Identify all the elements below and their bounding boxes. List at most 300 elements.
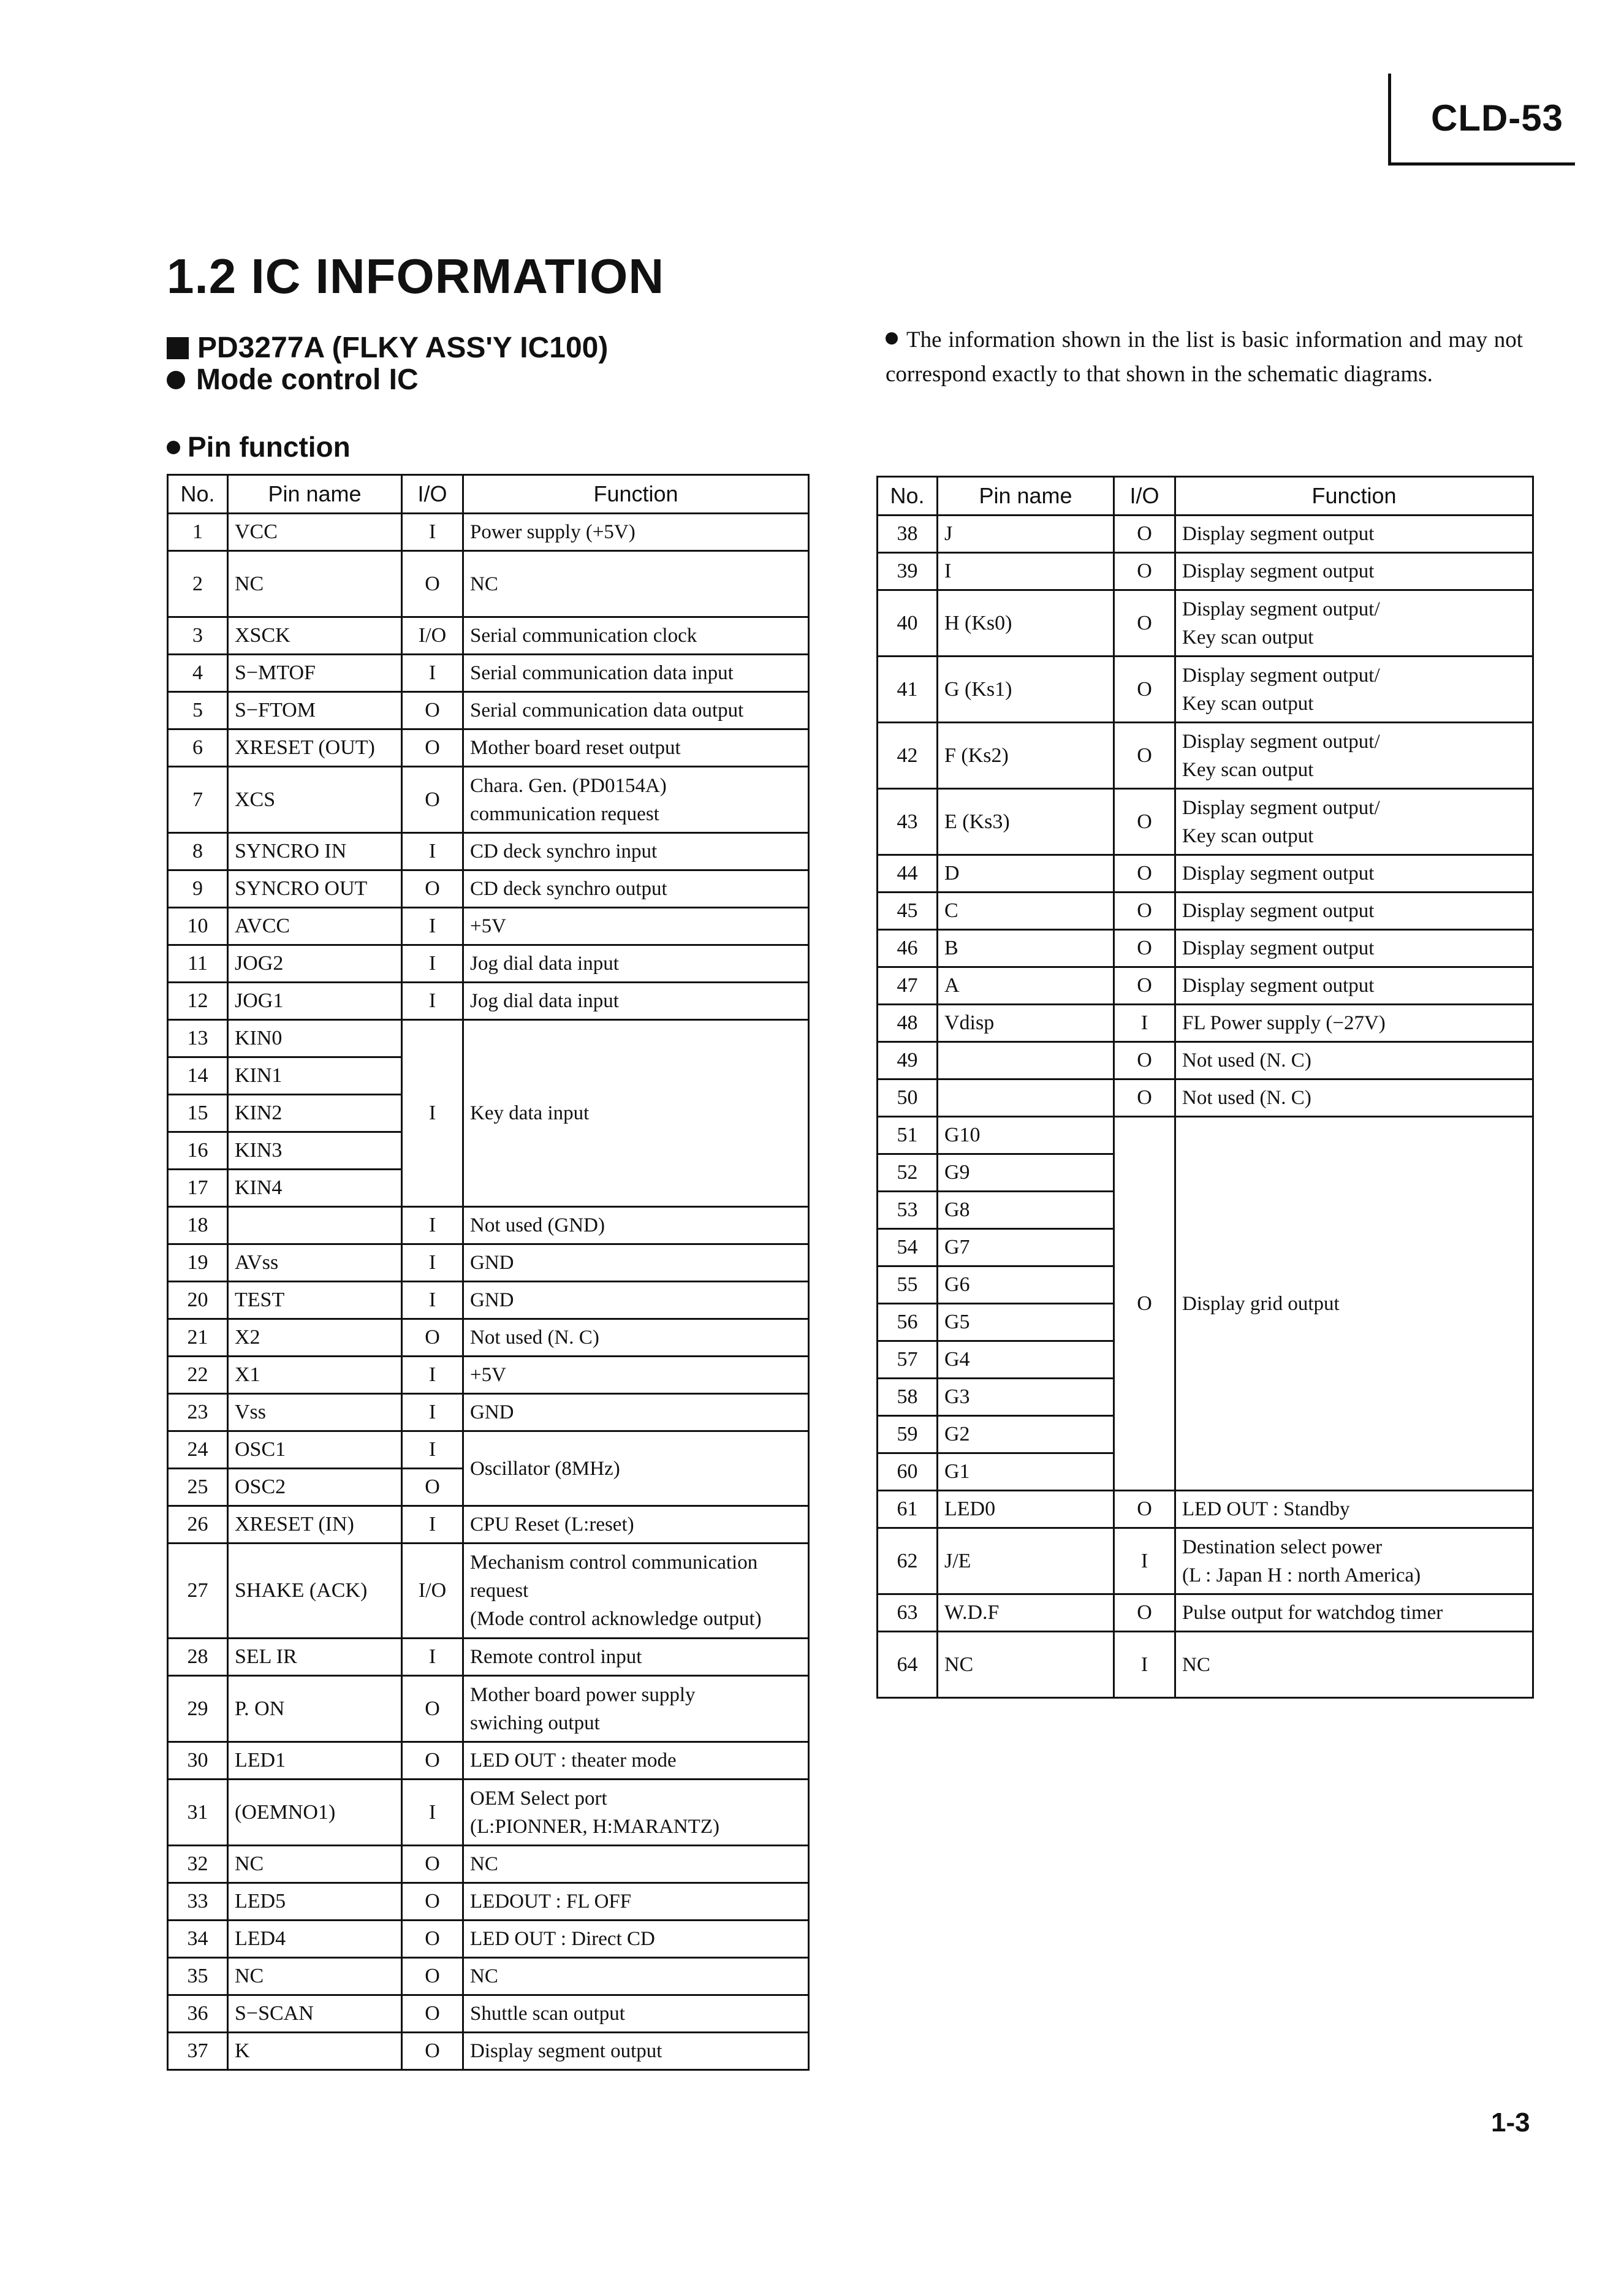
pin-function: CD deck synchro output xyxy=(463,870,809,908)
pin-name: SHAKE (ACK) xyxy=(228,1544,402,1639)
col-header-function: Function xyxy=(1175,477,1533,516)
pin-number: 5 xyxy=(168,692,228,729)
pin-io: O xyxy=(1114,1117,1175,1491)
pin-number: 18 xyxy=(168,1207,228,1244)
pin-number: 56 xyxy=(878,1304,938,1341)
table-row xyxy=(878,789,1533,855)
pin-function: LED OUT : theater mode xyxy=(463,1742,809,1780)
table-row xyxy=(168,1506,809,1544)
pin-number: 53 xyxy=(878,1192,938,1229)
table-row xyxy=(878,516,1533,553)
pin-name: KIN2 xyxy=(228,1095,402,1132)
pin-function: Oscillator (8MHz) xyxy=(463,1431,809,1506)
pin-function: Display segment output xyxy=(1175,893,1533,930)
pin-io: O xyxy=(402,1921,463,1958)
pin-name: LED0 xyxy=(938,1491,1114,1528)
pin-number: 16 xyxy=(168,1132,228,1170)
pin-function: CD deck synchro input xyxy=(463,833,809,870)
pin-io: O xyxy=(1114,789,1175,855)
pin-io: I xyxy=(1114,1632,1175,1698)
pin-function: +5V xyxy=(463,1357,809,1394)
pin-function: LEDOUT : FL OFF xyxy=(463,1883,809,1921)
pin-number: 61 xyxy=(878,1491,938,1528)
pin-number: 8 xyxy=(168,833,228,870)
pin-function-heading xyxy=(167,430,351,463)
pin-number: 1 xyxy=(168,514,228,551)
pin-name: KIN0 xyxy=(228,1020,402,1057)
pin-number: 49 xyxy=(878,1042,938,1079)
pin-function: Destination select power (L : Japan H : north America) xyxy=(1175,1528,1533,1594)
pin-name: G2 xyxy=(938,1416,1114,1453)
pin-name: KIN1 xyxy=(228,1057,402,1095)
pin-name: E (Ks3) xyxy=(938,789,1114,855)
pin-name: LED1 xyxy=(228,1742,402,1780)
pin-name: XRESET (IN) xyxy=(228,1506,402,1544)
pin-name: X2 xyxy=(228,1319,402,1357)
pin-function: FL Power supply (−27V) xyxy=(1175,1005,1533,1042)
pin-number: 58 xyxy=(878,1379,938,1416)
table-row xyxy=(168,1319,809,1357)
table-row xyxy=(878,1632,1533,1698)
pin-name: W.D.F xyxy=(938,1594,1114,1632)
pin-io: O xyxy=(402,870,463,908)
pin-function: Serial communication data output xyxy=(463,692,809,729)
pin-name: F (Ks2) xyxy=(938,723,1114,789)
pin-number: 29 xyxy=(168,1676,228,1742)
pin-io: I xyxy=(402,655,463,692)
pin-name: P. ON xyxy=(228,1676,402,1742)
pin-name: JOG1 xyxy=(228,983,402,1020)
table-row xyxy=(878,1042,1533,1079)
pin-name: D xyxy=(938,855,1114,893)
pin-name: G4 xyxy=(938,1341,1114,1379)
table-row xyxy=(168,908,809,945)
pin-number: 30 xyxy=(168,1742,228,1780)
pin-name: B xyxy=(938,930,1114,967)
pin-number: 20 xyxy=(168,1282,228,1319)
pin-io: O xyxy=(1114,1042,1175,1079)
pin-io: O xyxy=(402,1742,463,1780)
pin-function: Display segment output/ Key scan output xyxy=(1175,789,1533,855)
pin-number: 19 xyxy=(168,1244,228,1282)
pin-io: O xyxy=(402,1676,463,1742)
table-row xyxy=(878,893,1533,930)
pin-name: TEST xyxy=(228,1282,402,1319)
pin-function: LED OUT : Direct CD xyxy=(463,1921,809,1958)
pin-number: 14 xyxy=(168,1057,228,1095)
pin-name: S−FTOM xyxy=(228,692,402,729)
pin-name: NC xyxy=(228,1846,402,1883)
table-row xyxy=(168,1639,809,1676)
pin-io: O xyxy=(402,2033,463,2070)
pin-io: O xyxy=(1114,967,1175,1005)
pin-number: 39 xyxy=(878,553,938,590)
pin-name: AVCC xyxy=(228,908,402,945)
pin-io: O xyxy=(1114,516,1175,553)
pin-io: I xyxy=(402,1394,463,1431)
pin-io: O xyxy=(1114,1594,1175,1632)
pin-function: Display segment output xyxy=(463,2033,809,2070)
pin-function: Shuttle scan output xyxy=(463,1995,809,2033)
pin-function: Display segment output/ Key scan output xyxy=(1175,590,1533,657)
table-row xyxy=(878,1594,1533,1632)
table-row xyxy=(168,1431,809,1469)
table-header-row xyxy=(168,475,809,514)
pin-name: LED5 xyxy=(228,1883,402,1921)
col-header-pin-name: Pin name xyxy=(938,477,1114,516)
pin-io: I xyxy=(402,1282,463,1319)
col-header-no: No. xyxy=(878,477,938,516)
pin-name: G7 xyxy=(938,1229,1114,1266)
pin-io: O xyxy=(402,692,463,729)
pin-name: C xyxy=(938,893,1114,930)
pin-io: O xyxy=(402,729,463,767)
info-note-text: The information shown in the list is basic information and may not correspond exactly to that shown in the schematic diagrams. xyxy=(886,327,1523,387)
table-row xyxy=(168,1020,809,1057)
pin-function: NC xyxy=(463,1958,809,1995)
pin-number: 59 xyxy=(878,1416,938,1453)
pin-io: I xyxy=(402,908,463,945)
pin-number: 36 xyxy=(168,1995,228,2033)
pin-number: 45 xyxy=(878,893,938,930)
pin-name: K xyxy=(228,2033,402,2070)
pin-function: Display segment output xyxy=(1175,553,1533,590)
pin-name: XCS xyxy=(228,767,402,833)
pin-name xyxy=(938,1079,1114,1117)
pin-io: I xyxy=(1114,1005,1175,1042)
pin-number: 26 xyxy=(168,1506,228,1544)
model-label: CLD-53 xyxy=(1431,97,1564,139)
table-row xyxy=(878,1528,1533,1594)
pin-number: 33 xyxy=(168,1883,228,1921)
pin-function: Serial communication data input xyxy=(463,655,809,692)
pin-number: 52 xyxy=(878,1154,938,1192)
pin-number: 7 xyxy=(168,767,228,833)
square-bullet-icon xyxy=(167,337,189,359)
section-title: 1.2 IC INFORMATION xyxy=(167,249,665,303)
pin-function: Not used (N. C) xyxy=(1175,1042,1533,1079)
pin-io: I/O xyxy=(402,1544,463,1639)
pin-number: 43 xyxy=(878,789,938,855)
pin-name: LED4 xyxy=(228,1921,402,1958)
pin-io: I xyxy=(402,1506,463,1544)
pin-io: I xyxy=(402,1207,463,1244)
table-row xyxy=(878,1117,1533,1154)
table-row xyxy=(168,1883,809,1921)
pin-function: Mother board reset output xyxy=(463,729,809,767)
pin-number: 31 xyxy=(168,1780,228,1846)
pin-name: J/E xyxy=(938,1528,1114,1594)
pin-name xyxy=(938,1042,1114,1079)
pin-name: VCC xyxy=(228,514,402,551)
ic-type-label: Mode control IC xyxy=(196,364,419,396)
pin-io: O xyxy=(1114,553,1175,590)
pin-number: 50 xyxy=(878,1079,938,1117)
pin-io: O xyxy=(1114,930,1175,967)
col-header-no: No. xyxy=(168,475,228,514)
pin-name: G6 xyxy=(938,1266,1114,1304)
pin-io: I xyxy=(402,1244,463,1282)
pin-function-label: Pin function xyxy=(188,431,351,463)
pin-number: 42 xyxy=(878,723,938,789)
table-row xyxy=(878,590,1533,657)
pin-number: 38 xyxy=(878,516,938,553)
pin-function: NC xyxy=(463,1846,809,1883)
pin-function: GND xyxy=(463,1394,809,1431)
pin-number: 37 xyxy=(168,2033,228,2070)
table-header-row xyxy=(878,477,1533,516)
pin-number: 47 xyxy=(878,967,938,1005)
pin-number: 44 xyxy=(878,855,938,893)
pin-name: J xyxy=(938,516,1114,553)
pin-io: O xyxy=(1114,893,1175,930)
pin-io: O xyxy=(402,551,463,617)
table-row xyxy=(168,1921,809,1958)
pin-number: 40 xyxy=(878,590,938,657)
pin-name: OSC2 xyxy=(228,1469,402,1506)
pin-number: 15 xyxy=(168,1095,228,1132)
pin-name: A xyxy=(938,967,1114,1005)
table-row xyxy=(878,1079,1533,1117)
pin-function: Pulse output for watchdog timer xyxy=(1175,1594,1533,1632)
table-row xyxy=(878,967,1533,1005)
pin-name: S−MTOF xyxy=(228,655,402,692)
pin-number: 64 xyxy=(878,1632,938,1698)
pin-number: 10 xyxy=(168,908,228,945)
pin-io: I xyxy=(402,1639,463,1676)
ic-type-heading xyxy=(167,363,419,397)
pin-io: I xyxy=(402,833,463,870)
pin-number: 28 xyxy=(168,1639,228,1676)
pin-io: O xyxy=(402,1883,463,1921)
pin-name: NC xyxy=(938,1632,1114,1698)
pin-name: G5 xyxy=(938,1304,1114,1341)
pin-io: I xyxy=(1114,1528,1175,1594)
table-row xyxy=(168,551,809,617)
pin-io: I xyxy=(402,1357,463,1394)
pin-number: 9 xyxy=(168,870,228,908)
pin-table-left-body xyxy=(168,514,809,2070)
pin-name: XRESET (OUT) xyxy=(228,729,402,767)
pin-function: Display segment output xyxy=(1175,967,1533,1005)
pin-name: X1 xyxy=(228,1357,402,1394)
bullet-icon xyxy=(167,371,185,389)
pin-number: 2 xyxy=(168,551,228,617)
pin-name: Vdisp xyxy=(938,1005,1114,1042)
pin-name: SYNCRO IN xyxy=(228,833,402,870)
table-row xyxy=(168,655,809,692)
pin-number: 11 xyxy=(168,945,228,983)
pin-function: NC xyxy=(463,551,809,617)
pin-number: 62 xyxy=(878,1528,938,1594)
pin-function: Serial communication clock xyxy=(463,617,809,655)
table-row xyxy=(168,2033,809,2070)
pin-io: O xyxy=(402,1319,463,1357)
pin-table-right xyxy=(876,476,1534,1699)
table-row xyxy=(878,657,1533,723)
pin-function: Display segment output/ Key scan output xyxy=(1175,723,1533,789)
pin-function: Not used (N. C) xyxy=(463,1319,809,1357)
pin-io: O xyxy=(402,1469,463,1506)
table-row xyxy=(168,1676,809,1742)
table-row xyxy=(168,1357,809,1394)
pin-name: G8 xyxy=(938,1192,1114,1229)
pin-name: SEL IR xyxy=(228,1639,402,1676)
pin-io: I/O xyxy=(402,617,463,655)
pin-number: 21 xyxy=(168,1319,228,1357)
pin-function: Chara. Gen. (PD0154A) communication request xyxy=(463,767,809,833)
table-row xyxy=(168,1394,809,1431)
pin-table-left xyxy=(167,474,810,2071)
table-row xyxy=(168,983,809,1020)
pin-name: KIN4 xyxy=(228,1170,402,1207)
pin-name: SYNCRO OUT xyxy=(228,870,402,908)
pin-function: Display segment output xyxy=(1175,516,1533,553)
pin-function: Not used (N. C) xyxy=(1175,1079,1533,1117)
pin-number: 63 xyxy=(878,1594,938,1632)
pin-function: OEM Select port (L:PIONNER, H:MARANTZ) xyxy=(463,1780,809,1846)
pin-name: JOG2 xyxy=(228,945,402,983)
pin-io: I xyxy=(402,1431,463,1469)
pin-number: 32 xyxy=(168,1846,228,1883)
pin-name: G9 xyxy=(938,1154,1114,1192)
pin-name: AVss xyxy=(228,1244,402,1282)
table-row xyxy=(168,870,809,908)
pin-name: (OEMNO1) xyxy=(228,1780,402,1846)
pin-function: GND xyxy=(463,1282,809,1319)
pin-io: O xyxy=(1114,1079,1175,1117)
table-row xyxy=(168,1244,809,1282)
table-row xyxy=(168,1282,809,1319)
table-row xyxy=(168,514,809,551)
pin-function: GND xyxy=(463,1244,809,1282)
table-row xyxy=(168,1958,809,1995)
pin-number: 60 xyxy=(878,1453,938,1491)
table-row xyxy=(168,945,809,983)
pin-name: G (Ks1) xyxy=(938,657,1114,723)
table-row xyxy=(168,1544,809,1639)
page-number: 1-3 xyxy=(1491,2107,1530,2138)
col-header-io: I/O xyxy=(1114,477,1175,516)
table-row xyxy=(168,1846,809,1883)
pin-number: 27 xyxy=(168,1544,228,1639)
pin-number: 54 xyxy=(878,1229,938,1266)
pin-io: O xyxy=(1114,590,1175,657)
table-row xyxy=(878,1491,1533,1528)
pin-number: 13 xyxy=(168,1020,228,1057)
pin-number: 12 xyxy=(168,983,228,1020)
pin-io: O xyxy=(402,1995,463,2033)
pin-io: I xyxy=(402,983,463,1020)
table-row xyxy=(878,930,1533,967)
pin-name: G3 xyxy=(938,1379,1114,1416)
pin-name: XSCK xyxy=(228,617,402,655)
pin-function: Key data input xyxy=(463,1020,809,1207)
table-row xyxy=(168,729,809,767)
pin-function: Mechanism control communication request (Mode control acknowledge output) xyxy=(463,1544,809,1639)
pin-function: Jog dial data input xyxy=(463,983,809,1020)
pin-name: H (Ks0) xyxy=(938,590,1114,657)
table-row xyxy=(878,723,1533,789)
pin-name xyxy=(228,1207,402,1244)
pin-function: Display grid output xyxy=(1175,1117,1533,1491)
pin-number: 23 xyxy=(168,1394,228,1431)
bullet-icon xyxy=(167,441,180,454)
pin-io: O xyxy=(402,1846,463,1883)
table-row xyxy=(168,767,809,833)
pin-number: 22 xyxy=(168,1357,228,1394)
pin-io: O xyxy=(402,1958,463,1995)
pin-function: Mother board power supply swiching output xyxy=(463,1676,809,1742)
pin-function: Display segment output xyxy=(1175,930,1533,967)
pin-function: Display segment output xyxy=(1175,855,1533,893)
pin-io: O xyxy=(1114,723,1175,789)
pin-function: CPU Reset (L:reset) xyxy=(463,1506,809,1544)
pin-io: I xyxy=(402,1780,463,1846)
pin-function: Remote control input xyxy=(463,1639,809,1676)
pin-number: 41 xyxy=(878,657,938,723)
part-heading xyxy=(167,331,608,365)
pin-number: 34 xyxy=(168,1921,228,1958)
pin-number: 3 xyxy=(168,617,228,655)
pin-function: LED OUT : Standby xyxy=(1175,1491,1533,1528)
table-row xyxy=(168,692,809,729)
pin-number: 24 xyxy=(168,1431,228,1469)
bullet-icon xyxy=(886,332,898,345)
table-row xyxy=(168,1742,809,1780)
pin-name: NC xyxy=(228,551,402,617)
pin-number: 48 xyxy=(878,1005,938,1042)
table-row xyxy=(878,1005,1533,1042)
table-row xyxy=(878,553,1533,590)
pin-io: O xyxy=(1114,1491,1175,1528)
pin-number: 6 xyxy=(168,729,228,767)
pin-io: O xyxy=(402,767,463,833)
pin-io: O xyxy=(1114,855,1175,893)
pin-io: I xyxy=(402,1020,463,1207)
pin-function: Display segment output/ Key scan output xyxy=(1175,657,1533,723)
pin-number: 35 xyxy=(168,1958,228,1995)
pin-function: Not used (GND) xyxy=(463,1207,809,1244)
pin-number: 55 xyxy=(878,1266,938,1304)
pin-number: 17 xyxy=(168,1170,228,1207)
col-header-pin-name: Pin name xyxy=(228,475,402,514)
table-row xyxy=(168,1207,809,1244)
pin-name: S−SCAN xyxy=(228,1995,402,2033)
table-row xyxy=(168,1995,809,2033)
pin-io: I xyxy=(402,514,463,551)
pin-name: G10 xyxy=(938,1117,1114,1154)
pin-number: 57 xyxy=(878,1341,938,1379)
pin-name: G1 xyxy=(938,1453,1114,1491)
pin-name: OSC1 xyxy=(228,1431,402,1469)
pin-number: 46 xyxy=(878,930,938,967)
pin-table-right-body xyxy=(878,516,1533,1698)
info-note xyxy=(886,323,1523,392)
pin-function: +5V xyxy=(463,908,809,945)
pin-number: 51 xyxy=(878,1117,938,1154)
pin-number: 25 xyxy=(168,1469,228,1506)
pin-number: 4 xyxy=(168,655,228,692)
table-row xyxy=(168,617,809,655)
col-header-function: Function xyxy=(463,475,809,514)
pin-io: I xyxy=(402,945,463,983)
part-label: PD3277A (FLKY ASS'Y IC100) xyxy=(197,332,609,364)
table-row xyxy=(168,833,809,870)
pin-function: Jog dial data input xyxy=(463,945,809,983)
col-header-io: I/O xyxy=(402,475,463,514)
pin-name: NC xyxy=(228,1958,402,1995)
